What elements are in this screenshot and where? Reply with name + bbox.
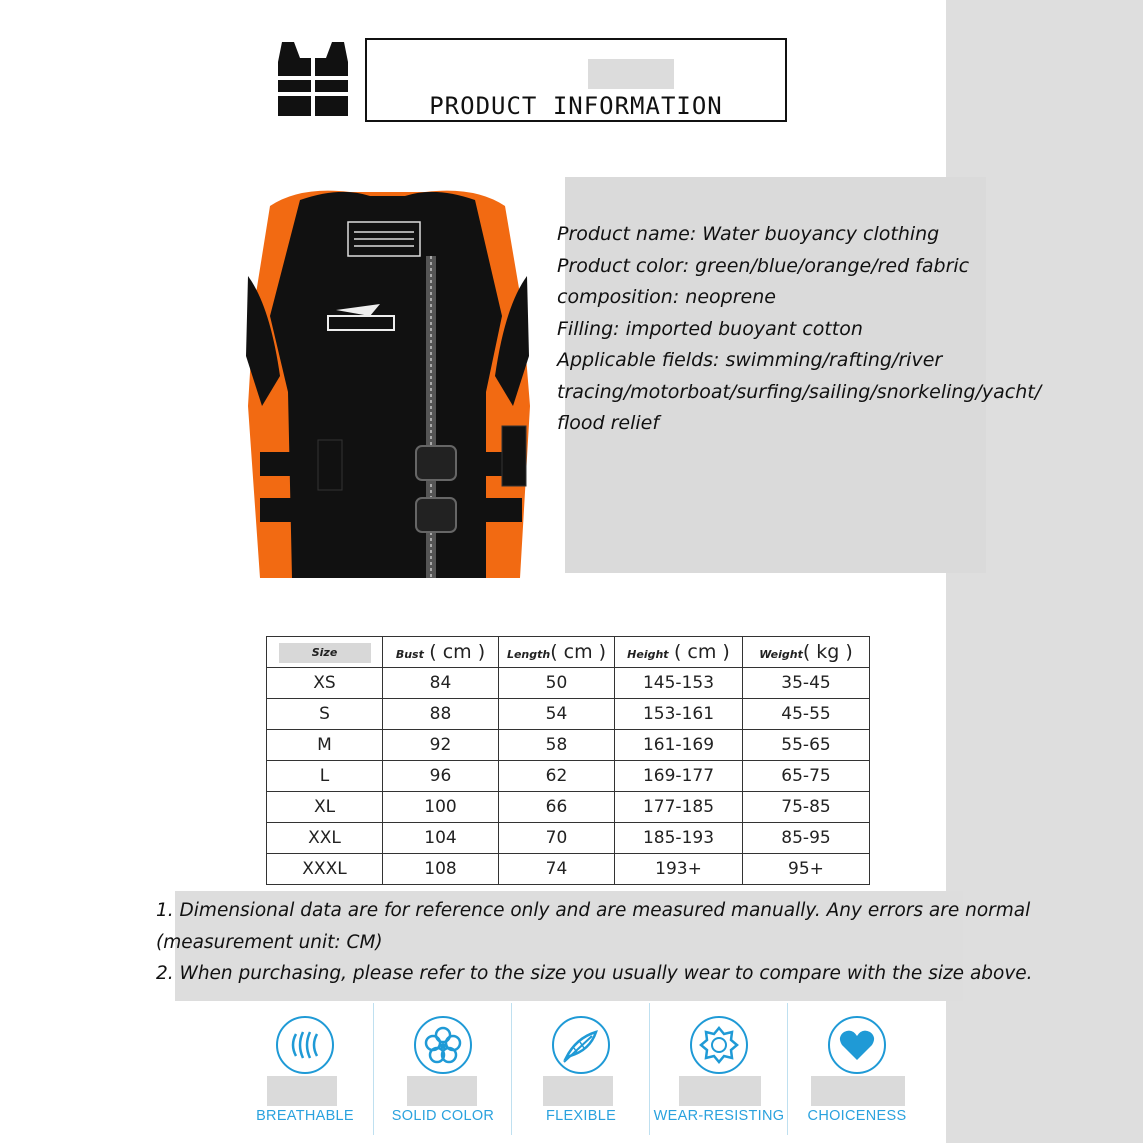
redaction-mark — [407, 1076, 477, 1106]
feature-label: FLEXIBLE — [545, 1108, 617, 1124]
life-vest-image — [240, 186, 535, 584]
cell-bust: 92 — [383, 730, 499, 761]
table-row — [267, 761, 870, 792]
table-row — [267, 668, 870, 699]
table-row — [267, 730, 870, 761]
cell-weight: 45-55 — [743, 699, 870, 730]
cell-size: M — [267, 730, 383, 761]
info-line: tracing/motorboat/surfing/sailing/snorkeling/yacht/ — [557, 380, 1042, 403]
flower-icon — [414, 1016, 472, 1074]
header-height: Height ( cm ) — [615, 637, 743, 668]
note-line: 1. Dimensional data are for reference only and are measured manually. Any errors are normal — [156, 900, 1031, 921]
info-line: flood relief — [557, 412, 660, 434]
cell-bust: 104 — [383, 823, 499, 854]
cell-length: 58 — [499, 730, 615, 761]
cell-bust: 100 — [383, 792, 499, 823]
cell-weight: 85-95 — [743, 823, 870, 854]
header-weight: Weight( kg ) — [743, 637, 870, 668]
table-row — [267, 823, 870, 854]
feature-breathable — [236, 1003, 374, 1143]
cell-length: 74 — [499, 854, 615, 885]
cell-length: 62 — [499, 761, 615, 792]
cell-height: 185-193 — [615, 823, 743, 854]
cell-size: S — [267, 699, 383, 730]
cell-height: 169-177 — [615, 761, 743, 792]
cell-bust: 96 — [383, 761, 499, 792]
redaction-mark — [267, 1076, 337, 1106]
feature-wear-resisting — [650, 1003, 788, 1143]
cell-length: 54 — [499, 699, 615, 730]
feature-label: SOLID COLOR — [391, 1108, 495, 1124]
cell-length: 50 — [499, 668, 615, 699]
feature-label: CHOICENESS — [807, 1108, 907, 1124]
cell-length: 70 — [499, 823, 615, 854]
header-size: Size — [267, 637, 383, 668]
info-line: Applicable fields: swimming/rafting/river — [557, 349, 943, 371]
table-header-row — [267, 637, 870, 668]
redaction-mark — [588, 59, 674, 89]
cell-weight: 55-65 — [743, 730, 870, 761]
redaction-mark — [811, 1076, 905, 1106]
cell-height: 177-185 — [615, 792, 743, 823]
cell-size: L — [267, 761, 383, 792]
table-row — [267, 699, 870, 730]
note-line: (measurement unit: CM) — [156, 931, 383, 953]
feature-solid-color — [374, 1003, 512, 1143]
cell-bust: 84 — [383, 668, 499, 699]
info-line: Filling: imported buoyant cotton — [557, 317, 863, 340]
cell-size: XL — [267, 792, 383, 823]
cell-bust: 88 — [383, 699, 499, 730]
shield-badge-icon — [690, 1016, 748, 1074]
cell-height: 161-169 — [615, 730, 743, 761]
table-row — [267, 854, 870, 885]
redaction-mark — [543, 1076, 613, 1106]
header-length: Length( cm ) — [499, 637, 615, 668]
heart-icon — [828, 1016, 886, 1074]
cell-size: XXL — [267, 823, 383, 854]
cell-weight: 35-45 — [743, 668, 870, 699]
info-line: composition: neoprene — [557, 286, 776, 308]
size-table — [266, 636, 870, 885]
product-info — [557, 219, 1077, 440]
info-line: Product name: Water buoyancy clothing — [557, 223, 940, 245]
cell-length: 66 — [499, 792, 615, 823]
cell-height: 193+ — [615, 854, 743, 885]
feather-icon — [552, 1016, 610, 1074]
cell-height: 153-161 — [615, 699, 743, 730]
page-title: PRODUCT INFORMATION — [429, 92, 723, 120]
note-line: 2. When purchasing, please refer to the size you usually wear to compare with the size above. — [156, 963, 1033, 984]
life-vest-icon — [276, 40, 350, 118]
header-bust: Bust ( cm ) — [383, 637, 499, 668]
cell-weight: 95+ — [743, 854, 870, 885]
feature-row — [236, 1003, 936, 1143]
cell-weight: 75-85 — [743, 792, 870, 823]
feature-label: BREATHABLE — [256, 1108, 354, 1124]
size-notes — [156, 895, 1116, 990]
feature-flexible — [512, 1003, 650, 1143]
table-row — [267, 792, 870, 823]
feature-choiceness — [788, 1003, 926, 1143]
cell-bust: 108 — [383, 854, 499, 885]
redaction-mark — [679, 1076, 761, 1106]
header-title-box — [365, 38, 787, 122]
cell-size: XXXL — [267, 854, 383, 885]
cell-height: 145-153 — [615, 668, 743, 699]
cell-size: XS — [267, 668, 383, 699]
breathable-icon — [276, 1016, 334, 1074]
info-line: Product color: green/blue/orange/red fabric — [557, 254, 970, 277]
feature-label: WEAR-RESISTING — [653, 1108, 785, 1124]
cell-weight: 65-75 — [743, 761, 870, 792]
